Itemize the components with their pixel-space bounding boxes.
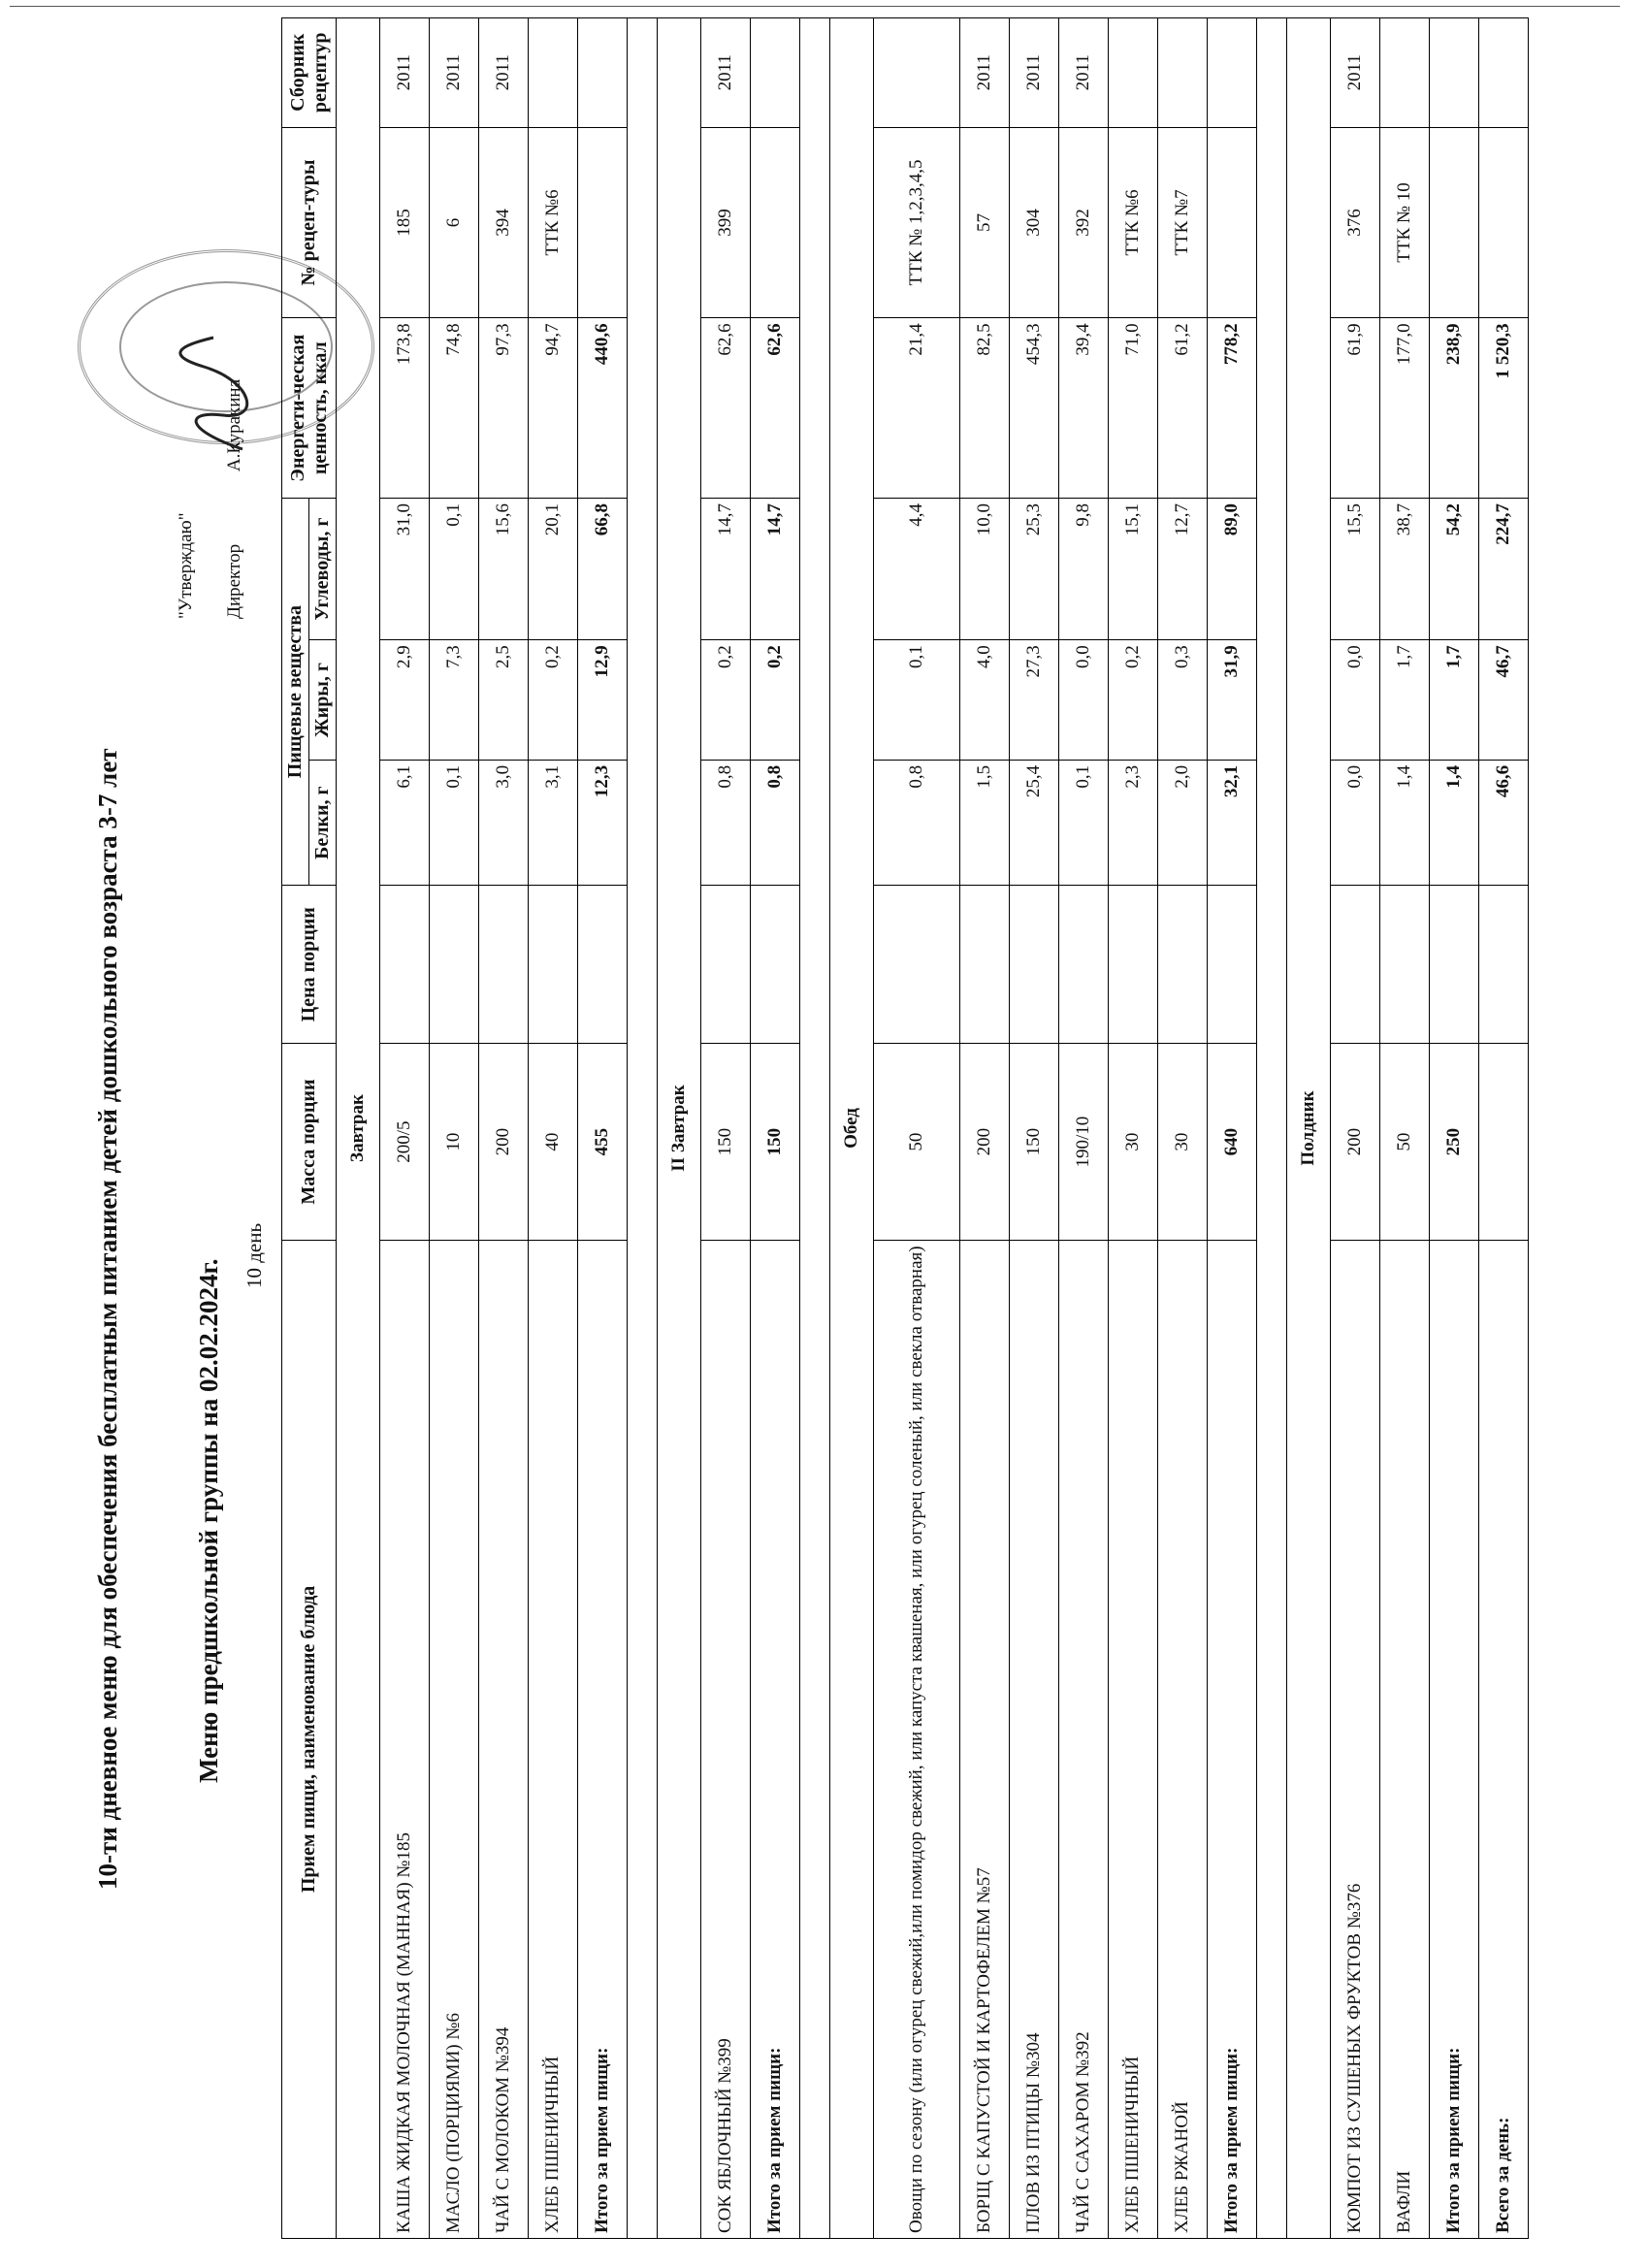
proteins-value: 1,5 <box>960 760 1010 885</box>
dish-name: КАША ЖИДКАЯ МОЛОЧНАЯ (МАННАЯ) №185 <box>380 1240 430 2238</box>
subtotal-energy: 62,6 <box>751 318 800 499</box>
dish-name: КОМПОТ ИЗ СУШЕНЫХ ФРУКТОВ №376 <box>1331 1240 1380 2238</box>
energy-value: 61,9 <box>1331 318 1380 499</box>
subtotal-fats: 0,2 <box>751 640 800 761</box>
collection-year: 2011 <box>701 18 751 128</box>
grand-total-fats: 46,7 <box>1479 640 1529 761</box>
recipe-number: 399 <box>701 127 751 318</box>
carbs-value: 38,7 <box>1380 498 1430 639</box>
header-proteins: Белки, г <box>309 760 337 885</box>
proteins-value: 0,1 <box>1059 760 1109 885</box>
section-row <box>1287 18 1331 2239</box>
header-meal-name: Прием пищи, наименование блюда <box>282 1240 337 2238</box>
table-row <box>1158 18 1208 2239</box>
portion-mass: 10 <box>430 1044 479 1240</box>
energy-value: 454,3 <box>1010 318 1059 499</box>
section-title: Завтрак <box>337 18 380 2239</box>
header-portion-price: Цена порции <box>282 886 337 1044</box>
dish-name: ПЛОВ ИЗ ПТИЦЫ №304 <box>1010 1240 1059 2238</box>
collection-year: 2011 <box>1059 18 1109 128</box>
table-row <box>1059 18 1109 2239</box>
table-row <box>380 18 430 2239</box>
director-label: Директор <box>224 543 244 619</box>
grand-total-carbs: 224,7 <box>1479 498 1529 639</box>
subtotal-row <box>1208 18 1257 2239</box>
subtotal-energy: 440,6 <box>578 318 628 499</box>
carbs-value: 20,1 <box>529 498 578 639</box>
recipe-number: ТТК №7 <box>1158 127 1208 318</box>
spacer-row <box>628 18 658 2239</box>
dish-name: СОК ЯБЛОЧНЫЙ №399 <box>701 1240 751 2238</box>
dish-name: ЧАЙ С САХАРОМ №392 <box>1059 1240 1109 2238</box>
table-row <box>1010 18 1059 2239</box>
grand-total-proteins: 46,6 <box>1479 760 1529 885</box>
recipe-number: 185 <box>380 127 430 318</box>
portion-price <box>1109 886 1158 1044</box>
fats-value: 0,3 <box>1158 640 1208 761</box>
collection-year <box>874 18 960 128</box>
portion-mass: 190/10 <box>1059 1044 1109 1240</box>
portion-price <box>1010 886 1059 1044</box>
portion-price <box>430 886 479 1044</box>
dish-name: ЧАЙ С МОЛОКОМ №394 <box>479 1240 529 2238</box>
subtotal-mass: 250 <box>1430 1044 1479 1240</box>
portion-mass: 30 <box>1158 1044 1208 1240</box>
portion-price <box>1380 886 1430 1044</box>
signature-mark <box>175 333 262 459</box>
table-row <box>529 18 578 2239</box>
header-recipe-no: № рецеп-туры <box>282 127 337 318</box>
fats-value: 0,2 <box>529 640 578 761</box>
recipe-number: ТТК №6 <box>1109 127 1158 318</box>
energy-value: 97,3 <box>479 318 529 499</box>
director-name: А.Куракина <box>224 378 244 472</box>
subtotal-carbs: 89,0 <box>1208 498 1257 639</box>
table-row <box>430 18 479 2239</box>
header-fats: Жиры, г <box>309 640 337 761</box>
table-row <box>479 18 529 2239</box>
proteins-value: 3,1 <box>529 760 578 885</box>
portion-price <box>1158 886 1208 1044</box>
recipe-number: 57 <box>960 127 1010 318</box>
collection-year <box>529 18 578 128</box>
fats-value: 2,9 <box>380 640 430 761</box>
dish-name: ХЛЕБ ПШЕНИЧНЫЙ <box>1109 1240 1158 2238</box>
table-row <box>1380 18 1430 2239</box>
subtotal-proteins: 12,3 <box>578 760 628 885</box>
portion-mass: 50 <box>874 1044 960 1240</box>
subtotal-label: Итого за прием пищи: <box>578 1240 628 2238</box>
fats-value: 4,0 <box>960 640 1010 761</box>
grand-total-row <box>1479 18 1529 2239</box>
proteins-value: 25,4 <box>1010 760 1059 885</box>
menu-table <box>281 17 1529 2239</box>
proteins-value: 0,0 <box>1331 760 1380 885</box>
portion-mass: 200 <box>479 1044 529 1240</box>
dish-name: ХЛЕБ РЖАНОЙ <box>1158 1240 1208 2238</box>
subtotal-carbs: 54,2 <box>1430 498 1479 639</box>
fats-value: 0,2 <box>1109 640 1158 761</box>
carbs-value: 12,7 <box>1158 498 1208 639</box>
energy-value: 173,8 <box>380 318 430 499</box>
energy-value: 39,4 <box>1059 318 1109 499</box>
dish-name: БОРЩ С КАПУСТОЙ И КАРТОФЕЛЕМ №57 <box>960 1240 1010 2238</box>
carbs-value: 14,7 <box>701 498 751 639</box>
carbs-value: 10,0 <box>960 498 1010 639</box>
fats-value: 0,0 <box>1331 640 1380 761</box>
section-row <box>658 18 701 2239</box>
subtotal-label: Итого за прием пищи: <box>1430 1240 1479 2238</box>
proteins-value: 2,3 <box>1109 760 1158 885</box>
recipe-number: 394 <box>479 127 529 318</box>
subtotal-fats: 31,9 <box>1208 640 1257 761</box>
portion-price <box>479 886 529 1044</box>
recipe-number: ТТК №6 <box>529 127 578 318</box>
header-row-1 <box>282 18 309 2239</box>
subtotal-fats: 12,9 <box>578 640 628 761</box>
header-energy: Энергети-ческая ценность, ккал <box>282 318 337 499</box>
portion-mass: 200 <box>1331 1044 1380 1240</box>
dish-name: МАСЛО (ПОРЦИЯМИ) №6 <box>430 1240 479 2238</box>
energy-value: 177,0 <box>1380 318 1430 499</box>
collection-year <box>1109 18 1158 128</box>
carbs-value: 15,6 <box>479 498 529 639</box>
portion-price <box>701 886 751 1044</box>
fats-value: 7,3 <box>430 640 479 761</box>
carbs-value: 15,5 <box>1331 498 1380 639</box>
energy-value: 71,0 <box>1109 318 1158 499</box>
subtotal-label: Итого за прием пищи: <box>751 1240 800 2238</box>
subtotal-row <box>1430 18 1479 2239</box>
recipe-number: 6 <box>430 127 479 318</box>
subtotal-carbs: 66,8 <box>578 498 628 639</box>
section-title: Полдник <box>1287 18 1331 2239</box>
spacer-row <box>800 18 830 2239</box>
section-row <box>830 18 874 2239</box>
carbs-value: 0,1 <box>430 498 479 639</box>
fats-value: 0,1 <box>874 640 960 761</box>
subtotal-fats: 1,7 <box>1430 640 1479 761</box>
collection-year: 2011 <box>479 18 529 128</box>
subtotal-carbs: 14,7 <box>751 498 800 639</box>
carbs-value: 31,0 <box>380 498 430 639</box>
energy-value: 82,5 <box>960 318 1010 499</box>
subtotal-proteins: 0,8 <box>751 760 800 885</box>
carbs-value: 9,8 <box>1059 498 1109 639</box>
document-title: 10-ти дневное меню для обеспечения бесплатным питанием детей дошкольного возраста 3-7 лет <box>93 748 122 1890</box>
fats-value: 1,7 <box>1380 640 1430 761</box>
subtotal-row <box>578 18 628 2239</box>
header-portion-mass: Масса порции <box>282 1044 337 1240</box>
recipe-number: 392 <box>1059 127 1109 318</box>
table-row <box>874 18 960 2239</box>
proteins-value: 3,0 <box>479 760 529 885</box>
energy-value: 62,6 <box>701 318 751 499</box>
portion-price <box>1331 886 1380 1044</box>
dish-name: Овощи по сезону (или огурец свежий,или помидор свежий, или капуста квашеная, или огурец соленый, или свекла отварная) <box>874 1240 960 2238</box>
portion-mass: 50 <box>1380 1044 1430 1240</box>
proteins-value: 0,8 <box>701 760 751 885</box>
energy-value: 74,8 <box>430 318 479 499</box>
proteins-value: 6,1 <box>380 760 430 885</box>
collection-year: 2011 <box>1010 18 1059 128</box>
day-label: 10 день <box>242 1222 266 1288</box>
table-row <box>1331 18 1380 2239</box>
section-title: Обед <box>830 18 874 2239</box>
dish-name: ХЛЕБ ПШЕНИЧНЫЙ <box>529 1240 578 2238</box>
portion-price <box>1059 886 1109 1044</box>
collection-year <box>1158 18 1208 128</box>
proteins-value: 0,1 <box>430 760 479 885</box>
recipe-number: ТТК № 1,2,3,4,5 <box>874 127 960 318</box>
subtotal-mass: 455 <box>578 1044 628 1240</box>
grand-total-label: Всего за день: <box>1479 1240 1529 2238</box>
collection-year: 2011 <box>1331 18 1380 128</box>
portion-mass: 200 <box>960 1044 1010 1240</box>
portion-mass: 200/5 <box>380 1044 430 1240</box>
portion-mass: 150 <box>701 1044 751 1240</box>
portion-mass: 40 <box>529 1044 578 1240</box>
fats-value: 0,0 <box>1059 640 1109 761</box>
table-row <box>1109 18 1158 2239</box>
collection-year <box>1380 18 1430 128</box>
carbs-value: 15,1 <box>1109 498 1158 639</box>
subtotal-row <box>751 18 800 2239</box>
portion-mass: 30 <box>1109 1044 1158 1240</box>
collection-year: 2011 <box>430 18 479 128</box>
fats-value: 2,5 <box>479 640 529 761</box>
fats-value: 0,2 <box>701 640 751 761</box>
energy-value: 94,7 <box>529 318 578 499</box>
section-row <box>337 18 380 2239</box>
proteins-value: 1,4 <box>1380 760 1430 885</box>
subtotal-energy: 238,9 <box>1430 318 1479 499</box>
header-collection: Сборник рецептур <box>282 18 337 128</box>
subtotal-label: Итого за прием пищи: <box>1208 1240 1257 2238</box>
recipe-number: ТТК № 10 <box>1380 127 1430 318</box>
subtotal-mass: 150 <box>751 1044 800 1240</box>
proteins-value: 2,0 <box>1158 760 1208 885</box>
grand-total-energy: 1 520,3 <box>1479 318 1529 499</box>
energy-value: 61,2 <box>1158 318 1208 499</box>
carbs-value: 25,3 <box>1010 498 1059 639</box>
energy-value: 21,4 <box>874 318 960 499</box>
table-row <box>960 18 1010 2239</box>
approved-label: "Утверждаю" <box>176 512 196 619</box>
collection-year: 2011 <box>960 18 1010 128</box>
recipe-number: 376 <box>1331 127 1380 318</box>
carbs-value: 4,4 <box>874 498 960 639</box>
recipe-number: 304 <box>1010 127 1059 318</box>
portion-price <box>380 886 430 1044</box>
section-title: II Завтрак <box>658 18 701 2239</box>
dish-name: ВАФЛИ <box>1380 1240 1430 2238</box>
header-nutrients: Пищевые вещества <box>282 498 309 885</box>
portion-price <box>874 886 960 1044</box>
portion-price <box>529 886 578 1044</box>
header-carbs: Углеводы, г <box>309 498 337 639</box>
subtotal-proteins: 1,4 <box>1430 760 1479 885</box>
collection-year: 2011 <box>380 18 430 128</box>
portion-mass: 150 <box>1010 1044 1059 1240</box>
portion-price <box>960 886 1010 1044</box>
table-row <box>701 18 751 2239</box>
spacer-row <box>1257 18 1287 2239</box>
subtotal-proteins: 32,1 <box>1208 760 1257 885</box>
subtotal-energy: 778,2 <box>1208 318 1257 499</box>
subtotal-mass: 640 <box>1208 1044 1257 1240</box>
fats-value: 27,3 <box>1010 640 1059 761</box>
proteins-value: 0,8 <box>874 760 960 885</box>
menu-subtitle: Меню предшкольной группы на 02.02.2024г. <box>194 1258 223 1783</box>
